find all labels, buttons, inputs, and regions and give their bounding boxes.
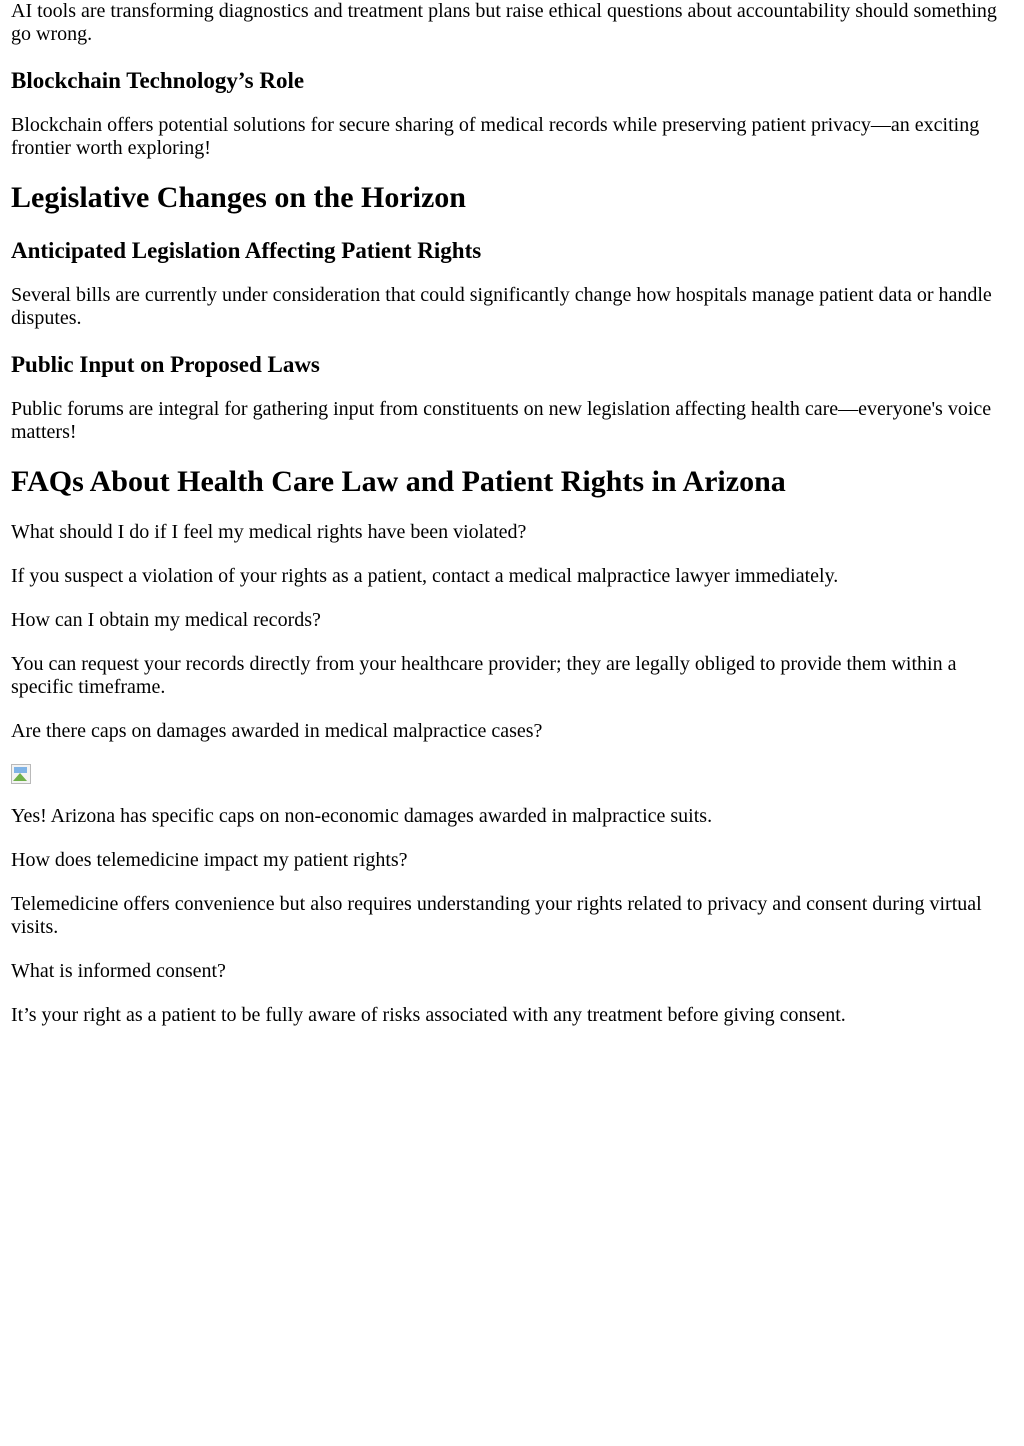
public-input-paragraph: Public forums are integral for gathering input from constituents on new legislation affecting health care—everyone's voice matters! xyxy=(11,398,992,443)
faq-answer: You can request your records directly from your healthcare provider; they are legally obliged to provide them within a specific timeframe. xyxy=(11,653,957,698)
faq-answer: Yes! Arizona has specific caps on non-economic damages awarded in malpractice suits. xyxy=(11,805,713,827)
faq-question: What is informed consent? xyxy=(11,960,226,982)
faq-question: How can I obtain my medical records? xyxy=(11,609,321,631)
broken-image-hill xyxy=(13,773,27,781)
faq-question: What should I do if I feel my medical rights have been violated? xyxy=(11,521,527,543)
faq-answer: Telemedicine offers convenience but also requires understanding your rights related to privacy and consent during virtual visits. xyxy=(11,893,982,938)
faq-answer: If you suspect a violation of your rights as a patient, contact a medical malpractice lawyer immediately. xyxy=(11,565,839,587)
faq-answer: It’s your right as a patient to be fully aware of risks associated with any treatment before giving consent. xyxy=(11,1004,846,1026)
faq-question: How does telemedicine impact my patient rights? xyxy=(11,849,408,871)
faqs-heading: FAQs About Health Care Law and Patient Rights in Arizona xyxy=(11,465,786,498)
blockchain-paragraph: Blockchain offers potential solutions for secure sharing of medical records while preserving patient privacy—an exciting frontier worth exploring! xyxy=(11,114,980,159)
faq-question: Are there caps on damages awarded in medical malpractice cases? xyxy=(11,720,543,742)
broken-image-icon xyxy=(11,764,31,784)
anticipated-legislation-paragraph: Several bills are currently under consideration that could significantly change how hospitals manage patient data or handle disputes. xyxy=(11,284,992,329)
blockchain-heading: Blockchain Technology’s Role xyxy=(11,68,305,93)
public-input-heading: Public Input on Proposed Laws xyxy=(11,352,320,377)
legislative-heading: Legislative Changes on the Horizon xyxy=(11,181,466,214)
ai-paragraph: AI tools are transforming diagnostics and treatment plans but raise ethical questions about accountability should something go wrong. xyxy=(11,0,997,45)
anticipated-legislation-heading: Anticipated Legislation Affecting Patient Rights xyxy=(11,238,482,263)
